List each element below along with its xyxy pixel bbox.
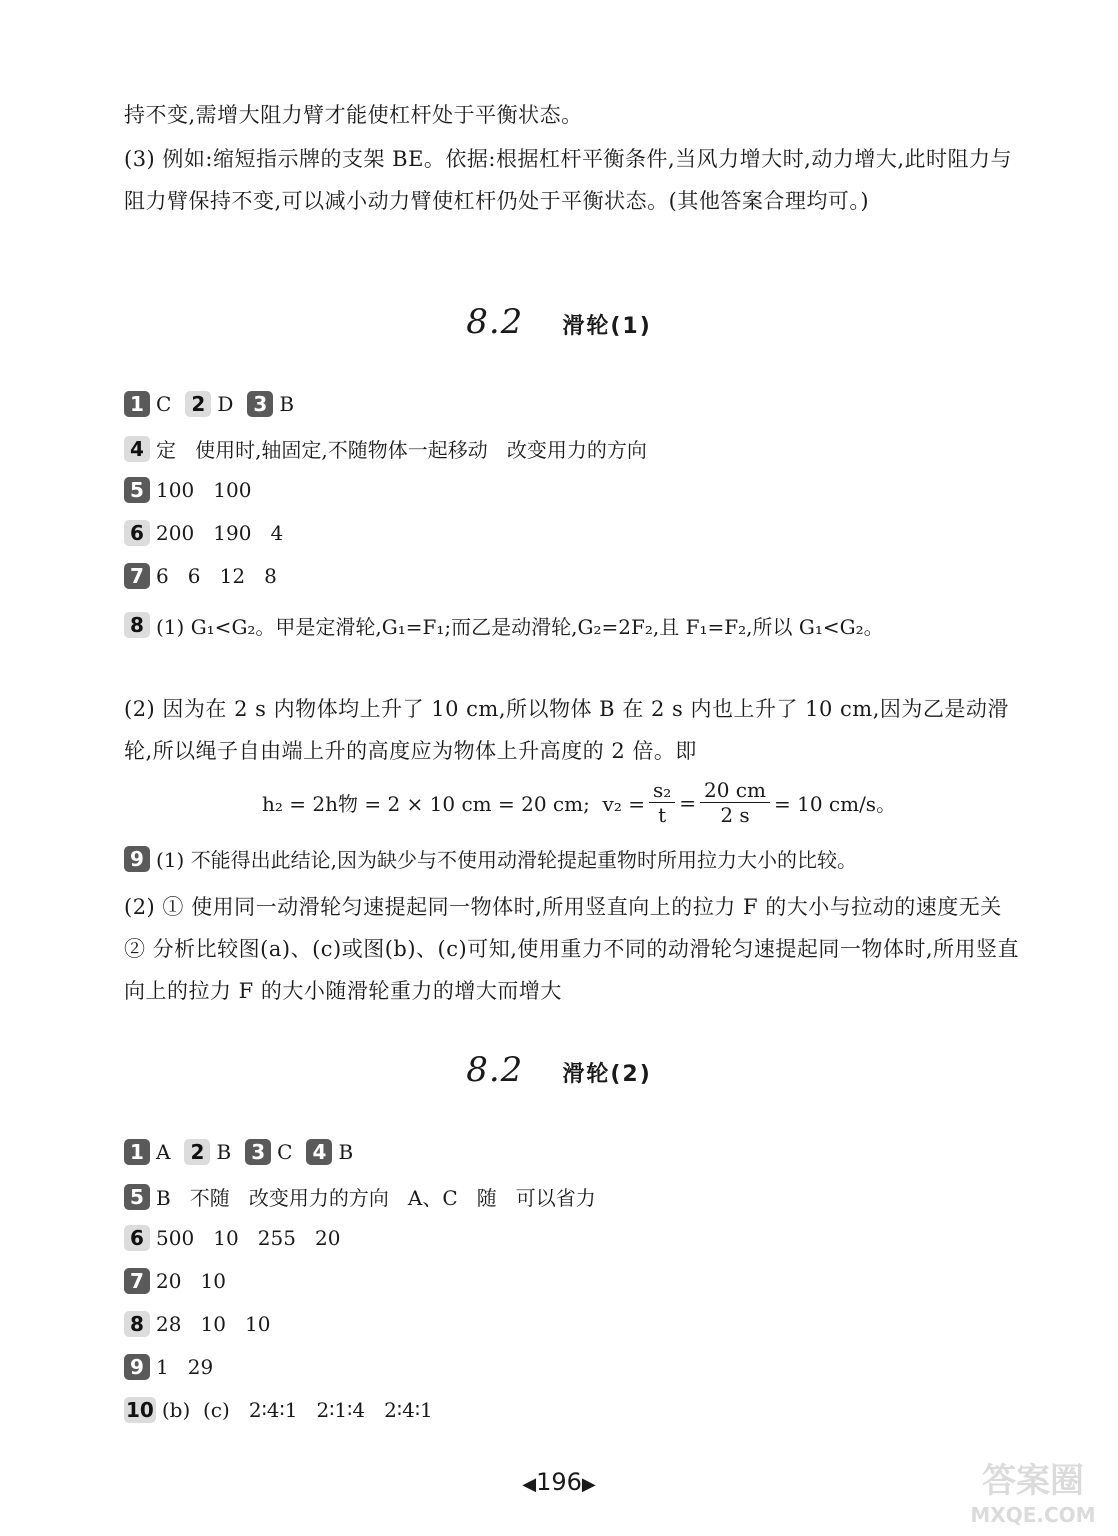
section-heading: 滑轮(1) [562, 314, 652, 339]
answer-row-4 [124, 434, 647, 463]
question-badge: 7 [124, 1268, 150, 1294]
formula-right: = 10 cm/s。 [773, 792, 897, 816]
question-badge: 1 [124, 1139, 150, 1165]
answer-row-6 [124, 1225, 340, 1251]
fraction-distance-over-time [700, 778, 770, 827]
question-badge: 1 [124, 391, 150, 417]
answer-text: 200 190 4 [156, 521, 284, 545]
answer-text: 28 10 10 [156, 1312, 271, 1336]
section-number: 8.2 [466, 302, 524, 342]
watermark-logo [958, 1450, 1108, 1530]
fraction-s-over-t [649, 778, 675, 827]
section-title-1 [0, 302, 1118, 342]
answer-row-9 [124, 1354, 213, 1380]
section-title-2 [0, 1050, 1118, 1090]
answer-row-8 [124, 1311, 271, 1337]
answer-row-8 [124, 606, 1024, 648]
answer-text: B 不随 改变用力的方向 A、C 随 可以省力 [156, 1186, 596, 1210]
answer-text: B [338, 1140, 354, 1164]
right-triangle-icon: ▶ [581, 1474, 596, 1495]
answer-text: B [279, 392, 295, 416]
question-badge: 4 [124, 436, 150, 462]
fraction-denominator: t [658, 803, 667, 827]
answer-text: D [217, 392, 234, 416]
answer-text: 1 29 [156, 1355, 214, 1379]
question-badge: 7 [124, 563, 150, 589]
page-number [0, 1468, 1118, 1496]
answer-8-part-2: (2) 因为在 2 s 内物体均上升了 10 cm,所以物体 B 在 2 s 内也上升了 10 cm,因为乙是动滑轮,所以绳子自由端上升的高度应为物体上升高度的 2 倍。即 [124, 697, 1009, 763]
section-number: 8.2 [466, 1050, 524, 1090]
answer-text: 定 使用时,轴固定,不随物体一起移动 改变用力的方向 [156, 438, 647, 462]
intro-paragraph-3: (3) 例如:缩短指示牌的支架 BE。依据:根据杠杆平衡条件,当风力增大时,动力增大,此时阻力与阻力臂保持不变,可以减小动力臂使杠杆仍处于平衡状态。(其他答案合理均可。) [124, 147, 1013, 213]
answer-text: 6 6 12 8 [156, 564, 277, 588]
answer-text: (b) (c) 2∶4∶1 2∶1∶4 2∶4∶1 [161, 1398, 433, 1422]
section-heading: 滑轮(2) [562, 1062, 652, 1087]
watermark-text: 答案圈 [982, 1461, 1084, 1501]
answer-text: (1) G₁<G₂。甲是定滑轮,G₁=F₁;而乙是动滑轮,G₂=2F₂,且 F₁=F₂,所以 G₁<G₂。 [156, 615, 884, 639]
question-badge: 5 [124, 477, 150, 503]
answer-9-part-2: (2) ① 使用同一动滑轮匀速提起同一物体时,所用竖直向上的拉力 F 的大小与拉动的速度无关 ② 分析比较图(a)、(c)或图(b)、(c)可知,使用重力不同的动滑轮匀速提起同一物体时,所用竖直向上的拉力 F 的大小随滑轮重力的增大而增大 [124, 895, 1020, 1003]
answer-row-6 [124, 520, 283, 546]
answer-text: B [216, 1140, 232, 1164]
formula-equals: = [679, 790, 696, 815]
question-badge: 4 [306, 1139, 332, 1165]
left-triangle-icon: ◀ [522, 1474, 537, 1495]
answer-text: 100 100 [156, 478, 252, 502]
intro-line: 持不变,需增大阻力臂才能使杠杆处于平衡状态。 [124, 103, 583, 127]
watermark-url: MXQE.COM [970, 1503, 1096, 1527]
answer-row-5 [124, 1182, 596, 1211]
question-badge: 6 [124, 1225, 150, 1251]
question-badge: 3 [245, 1139, 271, 1165]
question-badge: 6 [124, 520, 150, 546]
question-badge: 9 [124, 846, 150, 872]
answer-row-10 [124, 1397, 433, 1423]
answer-text: C [156, 392, 172, 416]
answer-row-7 [124, 563, 277, 589]
question-badge: 8 [124, 1311, 150, 1337]
answer-text: A [156, 1140, 171, 1164]
answer-row-5 [124, 477, 251, 503]
question-badge: 8 [124, 612, 150, 638]
question-badge: 2 [184, 1139, 210, 1165]
page-number-text: 196 [536, 1468, 582, 1496]
formula [262, 778, 896, 827]
question-badge: 2 [185, 391, 211, 417]
answer-row-1-3 [124, 391, 308, 417]
answer-text: 20 10 [156, 1269, 226, 1293]
formula-left: h₂ = 2h物 = 2 × 10 cm = 20 cm; v₂ = [262, 792, 645, 816]
answer-text: (1) 不能得出此结论,因为缺少与不使用动滑轮提起重物时所用拉力大小的比较。 [156, 848, 858, 872]
question-badge: 9 [124, 1354, 150, 1380]
question-badge: 5 [124, 1184, 150, 1210]
question-badge: 10 [126, 1398, 154, 1422]
answer-text: 500 10 255 20 [156, 1226, 341, 1250]
fraction-numerator: s₂ [649, 778, 675, 803]
question-badge: 3 [247, 391, 273, 417]
fraction-denominator: 2 s [720, 803, 750, 827]
answer-row-1-4 [124, 1139, 367, 1165]
fraction-numerator: 20 cm [700, 778, 770, 803]
answer-row-9 [124, 844, 1024, 873]
answer-row-7 [124, 1268, 226, 1294]
answer-text: C [277, 1140, 293, 1164]
